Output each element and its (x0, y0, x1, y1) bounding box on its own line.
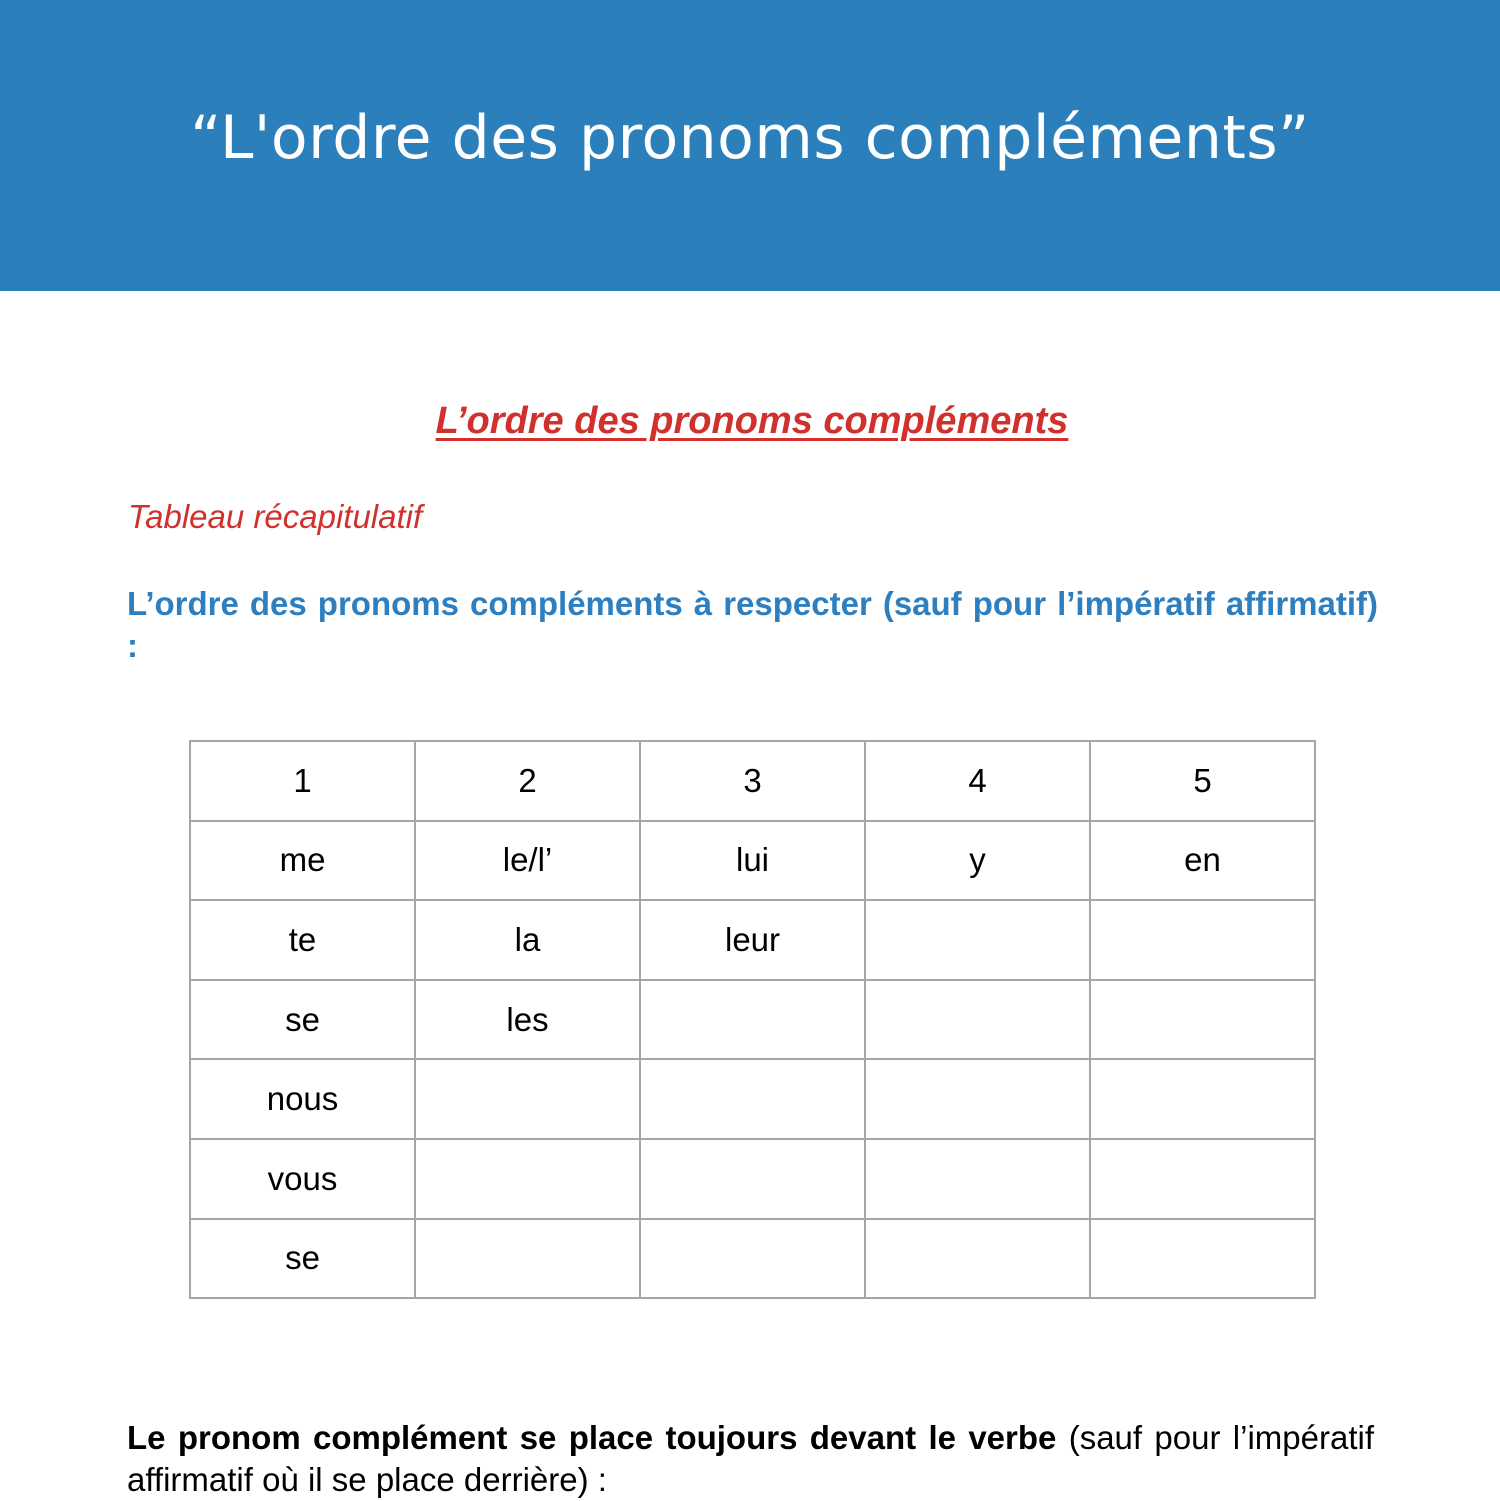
table-row (190, 821, 1315, 901)
table-row (190, 900, 1315, 980)
table-cell (640, 1139, 865, 1219)
table-cell: te (190, 900, 415, 980)
table-cell (640, 1059, 865, 1139)
table-cell (415, 1139, 640, 1219)
table-row (190, 1219, 1315, 1299)
table-cell: en (1090, 821, 1315, 901)
table-row (190, 1139, 1315, 1219)
table-cell: la (415, 900, 640, 980)
table-cell: leur (640, 900, 865, 980)
table-cell (415, 1219, 640, 1299)
document-heading: L’ordre des pronoms compléments (435, 400, 1069, 442)
table-cell (1090, 900, 1315, 980)
table-header-row (190, 741, 1315, 821)
table-header-cell: 4 (865, 741, 1090, 821)
table-cell (1090, 1219, 1315, 1299)
intro-paragraph: L’ordre des pronoms compléments à respecter (sauf pour l’impératif affirmatif) : (127, 585, 1378, 664)
table-cell (865, 900, 1090, 980)
table-cell: se (190, 1219, 415, 1299)
table-header-cell: 3 (640, 741, 865, 821)
table-cell (865, 1139, 1090, 1219)
table-cell (640, 1219, 865, 1299)
table-header-cell: 5 (1090, 741, 1315, 821)
table-cell: nous (190, 1059, 415, 1139)
pronoun-order-table (189, 740, 1316, 1299)
table-row (190, 1059, 1315, 1139)
rule-bold-text: Le pronom complément se place toujours devant le verbe (127, 1419, 1057, 1456)
table-header-cell: 2 (415, 741, 640, 821)
table-cell (1090, 980, 1315, 1060)
rule-paragraph (127, 1417, 1374, 1501)
table-cell (865, 1219, 1090, 1299)
table-cell: y (865, 821, 1090, 901)
table-cell: me (190, 821, 415, 901)
table-cell: les (415, 980, 640, 1060)
table-cell (415, 1059, 640, 1139)
rule-text: (sauf pour l’impératif affirmatif où il se place derrière) : (127, 1419, 1374, 1498)
table-cell (1090, 1059, 1315, 1139)
table-cell (1090, 1139, 1315, 1219)
table-header-cell: 1 (190, 741, 415, 821)
table-cell: le/l’ (415, 821, 640, 901)
table-cell (640, 980, 865, 1060)
table-cell: se (190, 980, 415, 1060)
table-cell (865, 980, 1090, 1060)
table-row (190, 980, 1315, 1060)
table-cell (865, 1059, 1090, 1139)
section-subtitle: Tableau récapitulatif (128, 498, 423, 535)
table-cell: lui (640, 821, 865, 901)
table-cell: vous (190, 1139, 415, 1219)
header-banner (0, 0, 1500, 291)
page-title: “L'ordre des pronoms compléments” (190, 103, 1310, 173)
